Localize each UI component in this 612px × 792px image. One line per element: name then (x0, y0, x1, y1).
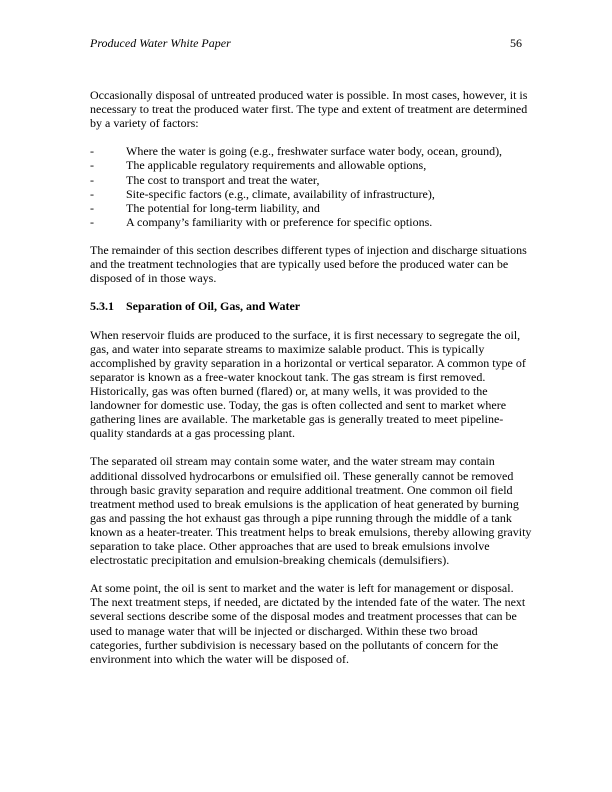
page-body (90, 88, 532, 680)
section-paragraph: The separated oil stream may contain some water, and the water stream may contain additional dissolved hydrocarbons or emulsified oil. These generally cannot be removed through basic gravity separation and require additional treatment. One common oil field treatment method used to break emulsions is the application of heat generated by burning gas and passing the hot exhaust gas through a pipe running through the middle of a tank known as a heater-treater. This treatment helps to break emulsions, thereby allowing gravity separation to take place. Other approaches that are used to break emulsions involve electrostatic precipitation and emulsion-breaking chemicals (demulsifiers). (90, 454, 532, 568)
list-item (90, 158, 532, 172)
list-bullet: - (90, 172, 94, 187)
section-title: Separation of Oil, Gas, and Water (126, 299, 301, 314)
list-item-text: A company’s familiarity with or preference for specific options. (126, 214, 433, 229)
list-bullet: - (90, 186, 94, 201)
list-bullet: - (90, 214, 94, 229)
list-item-text: The cost to transport and treat the water, (126, 172, 320, 187)
intro-paragraph: Occasionally disposal of untreated produced water is possible. In most cases, however, it is necessary to treat the produced water first. The type and extent of treatment are determined by a variety of factors: (90, 88, 528, 131)
list-item (90, 201, 532, 215)
list-item (90, 173, 532, 187)
section-paragraph: When reservoir fluids are produced to the surface, it is first necessary to segregate the oil, gas, and water into separate streams to maximize salable product. This is typically accomplished by gravity separation in a horizontal or vertical separator. A common type of separator is known as a free-water knockout tank. The gas stream is first removed. Historically, gas was often burned (flared) or, at many wells, it was provided to the landowner for domestic use. Today, the gas is often collected and sent to market where gathering lines are available. The marketable gas is generally treated to meet pipeline-quality standards at a gas processing plant. (90, 327, 526, 441)
list-item-text: Where the water is going (e.g., freshwater surface water body, ocean, ground), (126, 144, 503, 159)
list-item-text: The potential for long-term liability, and (126, 200, 320, 215)
list-item (90, 187, 532, 201)
section-number: 5.3.1 (90, 299, 114, 314)
list-bullet: - (90, 158, 94, 173)
page-number: 56 (510, 36, 522, 50)
intro-closing-paragraph: The remainder of this section describes different types of injection and discharge situations and the treatment technologies that are typically used before the produced water can be disposed of in those ways. (90, 243, 527, 286)
document-title: Produced Water White Paper (90, 36, 231, 50)
section-paragraph: At some point, the oil is sent to market and the water is left for management or disposal. The next treatment steps, if needed, are dictated by the intended fate of the water. The next several sections describe some of the disposal modes and treatment processes that can be used to manage water that will be injected or discharged. Within these two broad categories, further subdivision is necessary based on the pollutants of concern for the environment into which the water will be disposed of. (90, 581, 526, 666)
list-item (90, 215, 532, 229)
list-item-text: Site-specific factors (e.g., climate, availability of infrastructure), (126, 186, 435, 201)
list-bullet: - (90, 144, 94, 159)
section-heading (90, 299, 532, 313)
list-item-text: The applicable regulatory requirements and allowable options, (126, 158, 427, 173)
list-bullet: - (90, 200, 94, 215)
list-item (90, 144, 532, 158)
factor-list (90, 144, 532, 229)
